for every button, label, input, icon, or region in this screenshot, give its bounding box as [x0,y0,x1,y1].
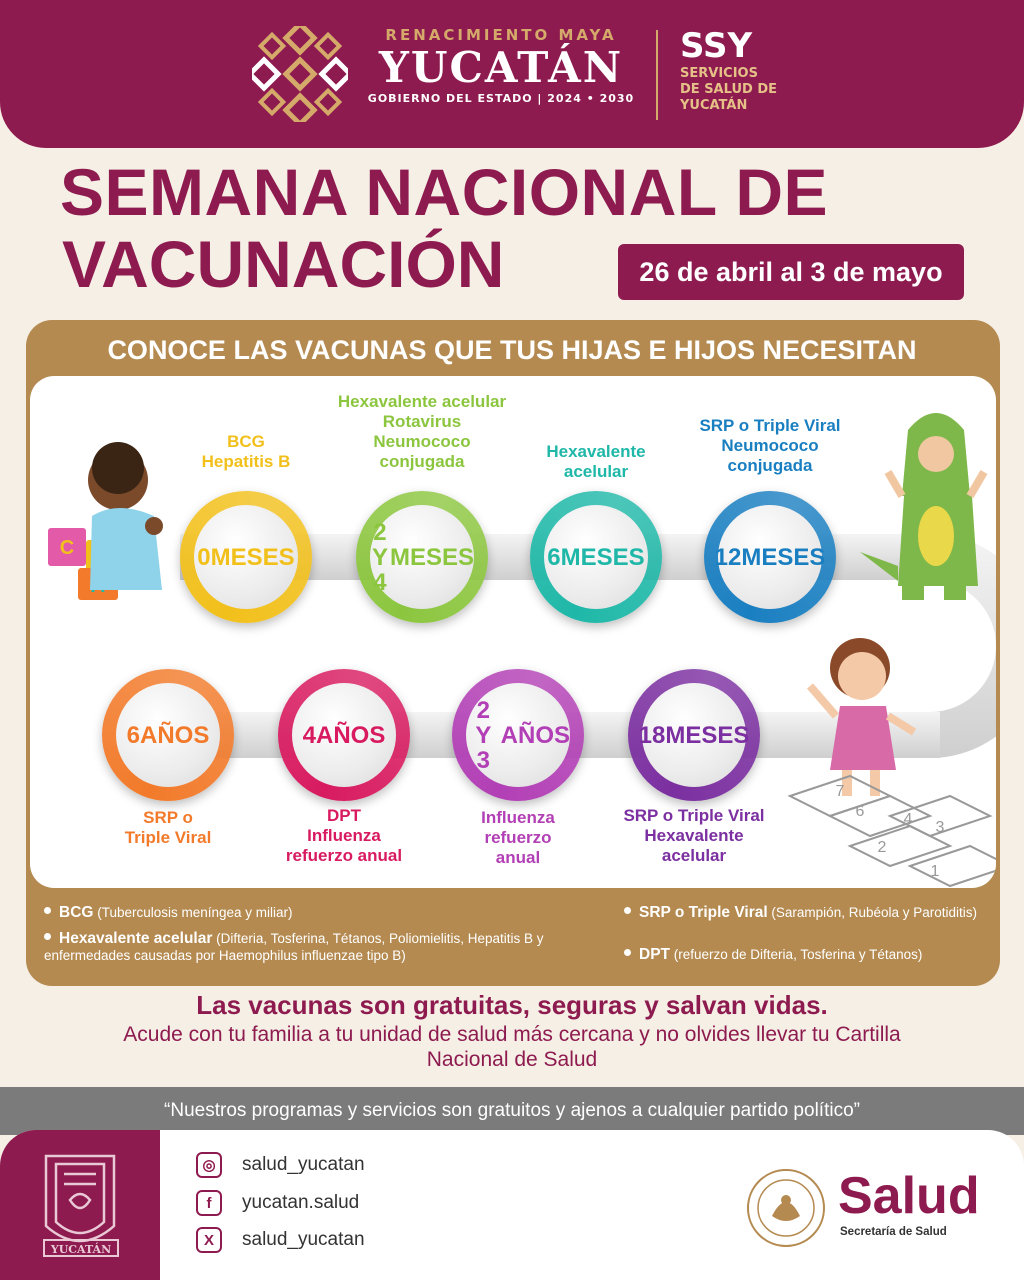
vaccine-name: Influenza [481,808,555,827]
vaccine-name: conjugada [727,456,813,475]
page-title: SEMANA NACIONAL DE [60,155,829,229]
age-circle [278,669,410,801]
logo-sub: GOBIERNO DEL ESTADO | 2024 • 2030 [367,92,635,105]
mexico-seal-icon [744,1166,828,1250]
ssy-line2: DE SALUD DE [680,82,777,97]
hopscotch-number: 7 [835,783,845,800]
hopscotch-number: 1 [930,863,940,880]
logo-super: RENACIMIENTO MAYA [385,26,617,44]
age-unit: AÑOS [316,721,386,749]
ssy-main: SSY [680,26,753,66]
crest-label: YUCATÁN [50,1243,112,1256]
age-label [544,505,648,609]
social-link[interactable] [196,1152,365,1178]
age-label [194,505,298,609]
vaccine-name: DPT [327,806,361,825]
vaccine-list [244,806,444,866]
social-handle: yucatan.salud [242,1192,360,1213]
age-circle [704,491,836,623]
logo-main: YUCATÁN [378,43,624,92]
salud-subtitle: Secretaría de Salud [840,1226,947,1238]
salud-logo-text: Salud [838,1167,980,1225]
ssy-logo [680,26,777,114]
age-number: 4 [302,721,316,749]
footer-headline: Las vacunas son gratuitas, seguras y salvan vidas. [196,990,828,1020]
vaccine-name: Hepatitis B [201,452,291,471]
legend-srp-desc: (Sarampión, Rubéola y Parotiditis) [771,905,978,920]
hopscotch-icon [790,776,996,886]
age-label [370,505,474,609]
disclaimer-bar: “Nuestros programas y servicios son gratuitos y ajenos a cualquier partido político” [0,1087,1024,1135]
vaccine-name: SRP o [143,808,193,827]
age-number: 2 Y 3 [475,696,492,774]
age-circle [628,669,760,801]
legend-dpt-term: DPT [639,946,670,963]
vaccine-name: Triple Viral [124,828,212,847]
social-handle: salud_yucatan [242,1154,365,1175]
social-handle: salud_yucatan [242,1229,365,1250]
age-number: 6 [547,543,561,571]
bullet-icon [624,949,631,956]
legend-hex [44,930,604,964]
age-number: 0 [197,543,211,571]
age-label [638,683,750,787]
vaccine-name: BCG [227,432,265,451]
hopscotch-number: 3 [935,819,945,836]
crest-panel [0,1130,160,1280]
vaccine-name: conjugada [379,452,465,471]
age-unit: MESES [389,543,474,571]
vaccine-name: Neumococo [721,436,819,455]
vaccine-name: refuerzo [484,828,552,847]
vaccine-list [78,808,258,848]
age-number: 18 [638,721,666,749]
legend-hex-desc: (Difteria, Tosferina, Tétanos, Poliomielitis, Hepatitis B y enfermedades causadas por Haemophilus influenzae tipo B) [44,931,544,963]
vaccine-name: Hexavalente acelular [337,392,507,411]
legend-bcg-desc: (Tuberculosis meníngea y miliar) [97,905,293,920]
age-number: 2 Y 4 [371,518,388,596]
x-icon: X [196,1227,222,1253]
vaccine-name: acelular [563,462,629,481]
vaccine-name: Rotavirus [382,412,462,431]
date-badge: 26 de abril al 3 de mayo [618,244,964,300]
legend-srp [624,904,984,921]
vaccine-list [584,806,804,866]
vaccine-list [496,442,696,482]
vaccine-name: SRP o Triple Viral [699,416,841,435]
age-number: 6 [126,721,140,749]
legend-bcg [44,904,604,921]
age-unit: MESES [560,543,645,571]
vaccine-name: anual [495,848,541,867]
age-label [466,683,570,787]
age-unit: AÑOS [140,721,210,749]
age-label [116,683,220,787]
age-unit: MESES [665,721,750,749]
age-label [714,505,826,609]
age-circle [452,669,584,801]
bullet-icon [44,933,51,940]
age-circle [530,491,662,623]
social-link[interactable] [196,1227,365,1253]
footer-subtext: Acude con tu familia a tu unidad de salud más cercana y no olvides llevar tu Cartilla Nacional de Salud [123,1023,901,1071]
yucatan-crest-icon [0,1130,160,1280]
header-banner [0,0,1024,148]
hopscotch-number: 4 [903,811,913,828]
legend-hex-term: Hexavalente acelular [59,930,213,947]
vaccine-name: Hexavalente [644,826,744,845]
ssy-line3: YUCATÁN [680,98,748,113]
logo-divider [656,30,658,120]
page-title-line2: VACUNACIÓN [62,227,505,301]
legend-bcg-term: BCG [59,904,94,921]
ssy-line1: SERVICIOS [680,66,758,81]
vaccine-list [670,416,870,476]
yucatan-logo-icon [252,26,348,122]
vaccine-name: acelular [661,846,727,865]
facebook-icon: f [196,1190,222,1216]
instagram-icon: ◎ [196,1152,222,1178]
age-circle [180,491,312,623]
legend-dpt-desc: (refuerzo de Difteria, Tosferina y Tétanos) [673,947,923,962]
block-letter: C [59,537,75,559]
vaccine-name: SRP o Triple Viral [623,806,765,825]
panel-subtitle: CONOCE LAS VACUNAS QUE TUS HIJAS E HIJOS NECESITAN [80,322,944,378]
age-unit: MESES [741,543,826,571]
age-unit: MESES [210,543,295,571]
vaccine-name: Hexavalente [546,442,646,461]
bullet-icon [44,907,51,914]
bullet-icon [624,907,631,914]
legend-dpt [624,946,994,963]
age-number: 12 [714,543,742,571]
schedule-card [30,376,996,888]
age-unit: AÑOS [500,721,570,749]
hopscotch-number: 2 [877,839,887,856]
age-label [292,683,396,787]
vaccine-name: refuerzo anual [285,846,403,865]
age-circle [356,491,488,623]
social-link[interactable] [196,1190,359,1216]
hopscotch-number: 6 [855,803,865,820]
vaccine-list [428,808,608,868]
legend-srp-term: SRP o Triple Viral [639,904,768,921]
age-circle [102,669,234,801]
vaccine-name: Neumococo [373,432,471,451]
logo-text [366,26,636,105]
vaccine-name: Influenza [307,826,381,845]
